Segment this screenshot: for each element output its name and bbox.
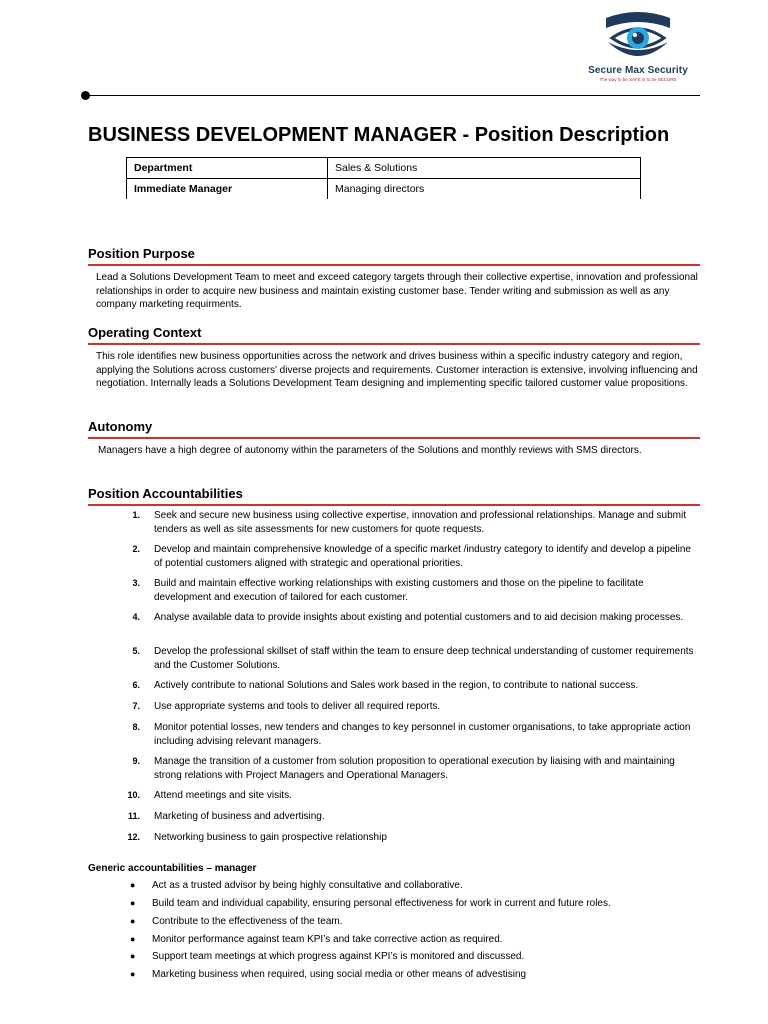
item-text: Act as a trusted advisor by being highly consultative and collaborative.	[152, 880, 463, 891]
item-number: 12.	[127, 832, 140, 842]
item-number: 1.	[132, 510, 140, 520]
manager-label: Immediate Manager	[127, 179, 328, 200]
logo-company-name: Secure Max Security	[588, 65, 688, 76]
header-rule	[88, 95, 700, 96]
logo-tagline: The way to be SAFE is to be SECURE	[599, 77, 677, 82]
item-number: 2.	[132, 544, 140, 554]
bullet-icon: ●	[130, 934, 136, 944]
list-item	[88, 914, 700, 929]
info-table	[126, 157, 641, 199]
page-title: BUSINESS DEVELOPMENT MANAGER - Position Description	[88, 124, 670, 146]
item-text: Contribute to the effectiveness of the team.	[152, 916, 343, 927]
section-accountabilities	[88, 486, 700, 506]
item-text: Marketing of business and advertising.	[154, 811, 325, 822]
item-text: Use appropriate systems and tools to deliver all required reports.	[154, 701, 441, 712]
bullet-icon: ●	[130, 880, 136, 890]
bullet-icon: ●	[130, 916, 136, 926]
eye-shield-icon	[598, 8, 678, 64]
item-number: 3.	[132, 578, 140, 588]
section-heading: Position Accountabilities	[88, 486, 700, 506]
item-number: 10.	[127, 790, 140, 800]
section-heading: Operating Context	[88, 325, 700, 345]
department-value: Sales & Solutions	[328, 158, 641, 179]
item-number: 5.	[132, 646, 140, 656]
section-text: This role identifies new business opportunities across the network and drives business within a specific industry category and region, applying the Solutions across customers' diverse projects and requirements. Customer interaction is extensive, involving influencing and negotiation. Internally leads a Solutions Development Team designing and implementing specific tailored customer value propositions.	[96, 351, 698, 389]
section-operating-context	[88, 325, 700, 391]
list-item	[88, 878, 700, 893]
item-text: Develop and maintain comprehensive knowledge of a specific market /industry category to identify and develop a pipeline of potential customers aligned with strategic and operational priorities.	[154, 544, 691, 569]
item-text: Analyse available data to provide insights about existing and potential customers and to aid decision making processes.	[154, 612, 684, 623]
item-text: Networking business to gain prospective relationship	[154, 832, 387, 843]
manager-value: Managing directors	[328, 179, 641, 200]
company-logo	[578, 8, 698, 88]
item-text: Build team and individual capability, ensuring personal effectiveness for work in current and future roles.	[152, 898, 611, 909]
item-number: 11.	[127, 811, 140, 821]
department-label: Department	[127, 158, 328, 179]
section-text: Managers have a high degree of autonomy within the parameters of the Solutions and monthly reviews with SMS directors.	[98, 445, 642, 456]
item-number: 7.	[132, 701, 140, 711]
bullet-icon: ●	[130, 969, 136, 979]
section-text: Lead a Solutions Development Team to meet and exceed category targets through their collective expertise, innovation and professional relationships in order to acquire new business and maintain existing customer base. Tender writing and submission as well as any company marketing requirments.	[96, 272, 698, 310]
list-item	[88, 967, 700, 982]
item-text: Monitor potential losses, new tenders and changes to key personnel in customer organisations, to take appropriate action including advising relevant managers.	[154, 722, 691, 747]
table-row	[127, 179, 641, 200]
item-number: 6.	[132, 680, 140, 690]
item-number: 4.	[132, 612, 140, 622]
list-item	[88, 949, 700, 964]
section-position-purpose	[88, 246, 700, 312]
list-item	[88, 932, 700, 947]
item-text: Attend meetings and site visits.	[154, 790, 292, 801]
item-text: Build and maintain effective working relationships with existing customers and those on the pipeline to facilitate development and execution of tailored for each customer.	[154, 578, 644, 603]
bullet-icon: ●	[130, 951, 136, 961]
item-number: 9.	[132, 756, 140, 766]
list-item	[88, 896, 700, 911]
item-text: Monitor performance against team KPI’s and take corrective action as required.	[152, 934, 503, 945]
section-autonomy	[88, 419, 700, 458]
item-text: Support team meetings at which progress against KPI’s is monitored and discussed.	[152, 951, 525, 962]
item-text: Actively contribute to national Solutions and Sales work based in the region, to contribute to national success.	[154, 680, 639, 691]
bullet-icon: ●	[130, 898, 136, 908]
table-row	[127, 158, 641, 179]
section-heading: Position Purpose	[88, 246, 700, 266]
section-heading: Autonomy	[88, 419, 700, 439]
item-text: Develop the professional skillset of staff within the team to ensure deep technical understanding of customer requirements and the Customer Solutions.	[154, 646, 694, 671]
item-text: Seek and secure new business using collective expertise, innovation and professional relationships. Manage and submit tenders as well as site assessments for new customers for quote requests.	[154, 510, 686, 535]
item-text: Marketing business when required, using social media or other means of advestising	[152, 969, 527, 980]
generic-accountabilities-title: Generic accountabilities – manager	[88, 863, 257, 874]
item-text: Manage the transition of a customer from solution proposition to operational execution by liaising with and maintaining strong relations with Project Managers and Operational Managers.	[154, 756, 675, 781]
item-number: 8.	[132, 722, 140, 732]
